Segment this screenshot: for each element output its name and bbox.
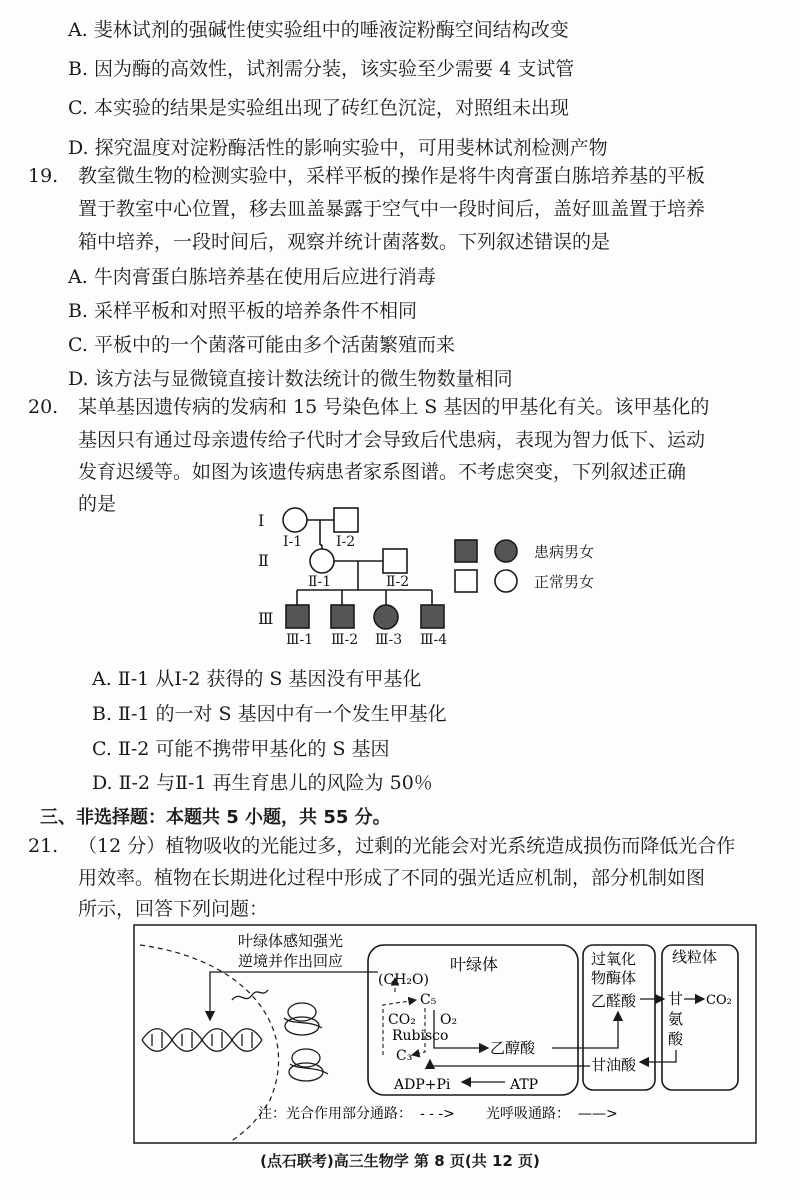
note-label: 注：光合作用部分通路： [258, 1106, 412, 1122]
chloroplast-label: 叶绿体 [450, 955, 499, 974]
q20-option-d: D. Ⅱ-2 与Ⅱ-1 再生育患儿的风险为 50％ [92, 772, 433, 794]
legend-normal-label: 正常男女 [534, 573, 595, 591]
gen-label-ii: Ⅱ [258, 551, 269, 570]
q20-stem-line: 发育迟缓等。如图为该遗传病患者家系图谱。不考虑突变，下列叙述正确 [78, 461, 687, 483]
nucleus-note-line2: 逆境并作出回应 [238, 952, 344, 970]
q19-stem-line: 置于教室中心位置，移去皿盖暴露于空气中一段时间后，盖好皿盖置于培养 [78, 198, 706, 220]
gen-label-i: Ⅰ [258, 511, 265, 530]
label-i2: Ⅰ-2 [336, 534, 356, 550]
label-ii1: Ⅱ-1 [308, 574, 332, 590]
glycine-label-2: 氨 [668, 1010, 684, 1028]
label-ii2: Ⅱ-2 [386, 574, 410, 590]
mrna-icon [232, 990, 268, 1000]
dna-helix-icon [142, 1029, 262, 1052]
label-i1: Ⅰ-1 [283, 534, 303, 550]
q18-option-c: C. 本实验的结果是实验组出现了砖红色沉淀，对照组未出现 [68, 97, 569, 119]
mito-co2-label: CO₂ [706, 993, 732, 1008]
q19-option-d: D. 该方法与显微镜直接计数法统计的微生物数量相同 [68, 368, 513, 390]
note-resp-path: ——> [578, 1106, 618, 1122]
q21-stem-line: （12 分）植物吸收的光能过多，过剩的光能会对光系统造成损伤而降低光合作 [78, 835, 736, 857]
note-resp-label: 光呼吸通路： [486, 1106, 570, 1122]
glycine-label-1: 甘 [668, 990, 684, 1008]
q20-option-a: A. Ⅱ-1 从Ⅰ-2 获得的 S 基因没有甲基化 [92, 668, 422, 690]
q20-stem-line: 的是 [78, 493, 117, 515]
gen-label-iii: Ⅲ [258, 609, 274, 628]
label-iii1: Ⅲ-1 [286, 632, 314, 648]
q19-number: 19. [28, 165, 59, 187]
q20-number: 20. [28, 396, 59, 418]
peroxisome-label-2: 物酶体 [591, 969, 637, 987]
label-iii3: Ⅲ-3 [375, 632, 403, 648]
q19-stem-line: 教室微生物的检测实验中，采样平板的操作是将牛肉膏蛋白胨培养基的平板 [78, 165, 706, 187]
q19-option-c: C. 平板中的一个菌落可能由多个活菌繁殖而来 [68, 334, 455, 356]
q21-stem-line: 用效率。植物在长期进化过程中形成了不同的强光适应机制，部分机制如图 [78, 867, 706, 889]
mitochondrion-label: 线粒体 [672, 948, 718, 966]
page-footer: (点石联考)高三生物学 第 8 页(共 12 页) [260, 1152, 540, 1170]
label-iii2: Ⅲ-2 [331, 632, 359, 648]
c5-label: C₅ [420, 992, 437, 1008]
c3-label: C₃ [396, 1048, 413, 1064]
q20-stem-line: 某单基因遗传病的发病和 15 号染色体上 S 基因的甲基化有关。该甲基化的 [78, 396, 710, 418]
q20-stem-line: 基因只有通过母亲遗传给子代时才会导致后代患病，表现为智力低下、运动 [78, 429, 706, 451]
q21-stem-line: 所示，回答下列问题： [78, 898, 269, 920]
label-iii4: Ⅲ-4 [420, 632, 448, 648]
co2-label: CO₂ [388, 1012, 416, 1028]
q21-number: 21. [28, 835, 59, 857]
legend-affected-label: 患病男女 [534, 543, 595, 561]
atp-label: ATP [510, 1077, 539, 1093]
ch2o-label: (CH₂O) [378, 972, 429, 988]
rubisco-label: Rubisco [392, 1028, 449, 1044]
q19-option-b: B. 采样平板和对照平板的培养条件不相同 [68, 300, 418, 322]
glycolate-label: 乙醇酸 [490, 1039, 536, 1057]
glycerate-label: 甘油酸 [591, 1056, 637, 1074]
ribosome-icon [284, 1003, 328, 1081]
q20-option-b: B. Ⅱ-1 的一对 S 基因中有一个发生甲基化 [92, 703, 447, 725]
o2-label: O₂ [440, 1012, 458, 1028]
peroxisome-label-1: 过氧化 [591, 950, 637, 968]
nucleus-note-line1: 叶绿体感知强光 [238, 932, 344, 950]
q18-option-b: B. 因为酶的高效性，试剂需分装，该实验至少需要 4 支试管 [68, 58, 575, 80]
q19-stem-line: 箱中培养，一段时间后，观察并统计菌落数。下列叙述错误的是 [78, 231, 611, 253]
adp-label: ADP+Pi [394, 1077, 451, 1093]
section-3-heading: 三、非选择题：本题共 5 小题，共 55 分。 [40, 807, 391, 828]
q18-option-a: A. 斐林试剂的强碱性使实验组中的唾液淀粉酶空间结构改变 [68, 19, 569, 41]
glycine-label-3: 酸 [668, 1030, 684, 1048]
q19-option-a: A. 牛肉膏蛋白胨培养基在使用后应进行消毒 [68, 266, 436, 288]
glyoxylate-label: 乙醛酸 [591, 992, 637, 1010]
note-photo-path: - - -> [420, 1106, 455, 1122]
q20-option-c: C. Ⅱ-2 可能不携带甲基化的 S 基因 [92, 738, 390, 760]
q18-option-d: D. 探究温度对淀粉酶活性的影响实验中，可用斐林试剂检测产物 [68, 137, 608, 159]
